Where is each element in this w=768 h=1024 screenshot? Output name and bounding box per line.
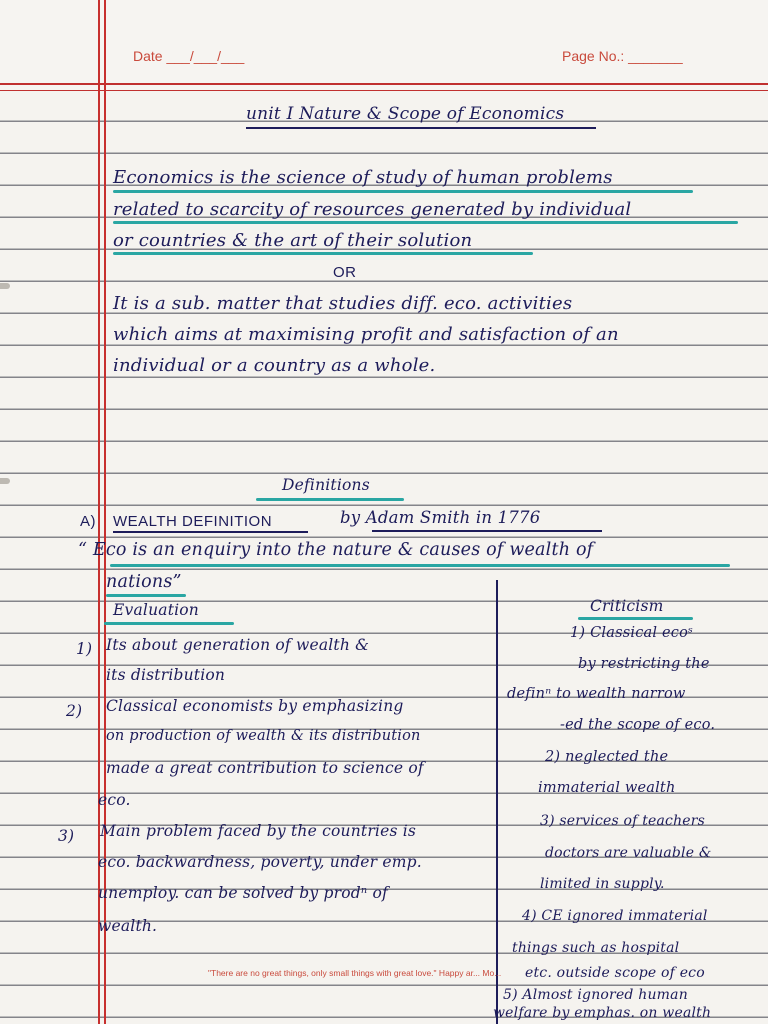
intro-line-5: which aims at maximising profit and satisfaction of an <box>113 324 619 345</box>
evaluation-line: unemploy. can be solved by prodⁿ of <box>98 884 388 902</box>
criticism-line: etc. outside scope of eco <box>525 965 705 981</box>
evaluation-line: Its about generation of wealth & <box>106 636 370 654</box>
criticism-line: 2) neglected the <box>545 749 669 765</box>
intro-line-4: It is a sub. matter that studies diff. eco. activities <box>113 293 573 314</box>
highlight <box>578 617 693 620</box>
evaluation-line: eco. <box>98 791 131 809</box>
criticism-line: 3) services of teachers <box>540 813 706 829</box>
criticism-line: definⁿ to wealth narrow <box>507 686 686 702</box>
evaluation-line: its distribution <box>106 666 226 684</box>
page-number-label: Page No.: _______ <box>562 48 683 64</box>
author-underline <box>372 530 602 532</box>
intro-line-2: related to scarcity of resources generated by individual <box>113 199 632 220</box>
criticism-line: doctors are valuable & <box>545 845 712 861</box>
criticism-heading: Criticism <box>590 597 664 615</box>
punch-hole <box>0 478 10 484</box>
definition-author: by Adam Smith in 1776 <box>340 508 541 527</box>
evaluation-line: Classical economists by emphasizing <box>106 697 404 715</box>
criticism-line: limited in supply. <box>540 876 665 892</box>
criticism-line: 5) Almost ignored human <box>503 987 688 1003</box>
highlight <box>110 564 730 567</box>
evaluation-item-number: 3) <box>58 827 75 845</box>
column-divider <box>496 580 498 1024</box>
highlight <box>256 498 404 501</box>
header-rule <box>0 83 768 85</box>
intro-line-1: Economics is the science of study of human problems <box>113 167 613 188</box>
page-header-band <box>0 0 768 91</box>
criticism-line: 4) CE ignored immaterial <box>522 908 708 924</box>
definition-marker: A) <box>80 513 96 530</box>
intro-line-6: individual or a country as a whole. <box>113 355 436 376</box>
evaluation-item-number: 2) <box>66 702 83 720</box>
highlight <box>113 190 693 193</box>
highlight <box>106 594 186 597</box>
highlight <box>104 622 234 625</box>
criticism-line: welfare by emphas. on wealth <box>493 1005 712 1021</box>
punch-hole <box>0 283 10 289</box>
criticism-line: -ed the scope of eco. <box>560 717 716 733</box>
evaluation-line: wealth. <box>98 917 158 935</box>
title-underline <box>113 531 308 533</box>
wealth-definition-title: WEALTH DEFINITION <box>113 513 273 530</box>
date-label: Date ___/___/___ <box>133 48 245 64</box>
evaluation-heading: Evaluation <box>113 601 199 619</box>
footer-quote: "There are no great things, only small things with great love." Happy ar... Mo... <box>208 968 502 978</box>
highlight <box>113 221 738 224</box>
evaluation-line: on production of wealth & its distribution <box>106 728 421 744</box>
or-divider: OR <box>333 264 357 281</box>
definitions-heading: Definitions <box>282 476 370 494</box>
evaluation-item-number: 1) <box>76 640 93 658</box>
page-title: unit I Nature & Scope of Economics <box>246 104 565 124</box>
intro-line-3: or countries & the art of their solution <box>113 230 473 251</box>
criticism-line: immaterial wealth <box>538 780 676 796</box>
evaluation-line: made a great contribution to science of <box>106 759 424 777</box>
criticism-line: things such as hospital <box>512 940 680 956</box>
smith-quote-line-1: “ Eco is an enquiry into the nature & causes of wealth of <box>78 540 594 560</box>
highlight <box>113 252 533 255</box>
title-underline <box>246 127 596 129</box>
evaluation-line: Main problem faced by the countries is <box>100 822 417 840</box>
criticism-line: 1) Classical ecoˢ <box>570 625 694 641</box>
evaluation-line: eco. backwardness, poverty, under emp. <box>98 853 422 871</box>
smith-quote-line-2: nations” <box>106 572 182 592</box>
criticism-line: by restricting the <box>578 656 710 672</box>
